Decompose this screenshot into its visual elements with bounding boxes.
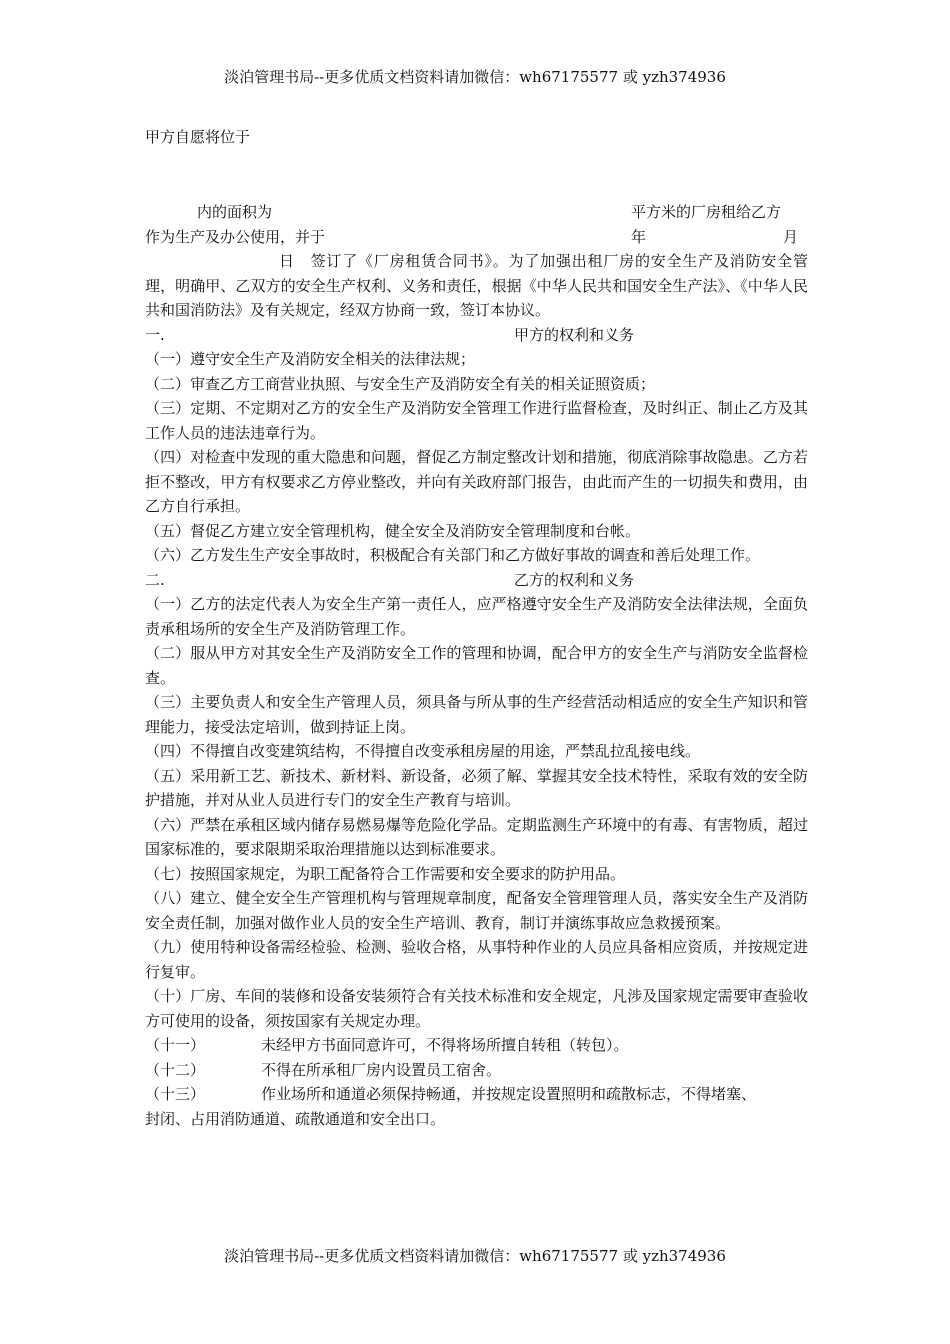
intro-month: 月: [783, 227, 799, 246]
section-2-number: 二.: [145, 570, 165, 589]
section-1-item: （六）乙方发生生产安全事故时，积极配合有关部门和乙方做好事故的调查和善后处理工作。: [145, 546, 761, 564]
section-2-numbered-item: [145, 1033, 808, 1058]
item-continuation: 封闭、占用消防通道、疏散通道和安全出口。: [145, 1109, 446, 1128]
section-2-item: （七）按照国家规定，为职工配备符合工作需要和安全要求的防护用品。: [145, 864, 626, 883]
section-2-item: （五）采用新工艺、新技术、新材料、新设备，必须了解、掌握其安全技术特性，采取有效的安全防护措施，并对从业人员进行专门的安全生产教育与培训。: [145, 766, 808, 809]
section-2-item: （三）主要负责人和安全生产管理人员，须具备与所从事的生产经营活动相适应的安全生产知识和管理能力，接受法定培训，做到持证上岗。: [145, 693, 808, 736]
intro-year: 年: [631, 227, 647, 246]
intro-area-label: 内的面积为: [197, 203, 273, 221]
section-1-item: （一）遵守安全生产及消防安全相关的法律法规；: [145, 350, 476, 368]
section-1-number: 一.: [145, 325, 165, 344]
opening-line: [145, 125, 808, 150]
section-2-item: （九）使用特种设备需经检验、检测、验收合格，从事特种作业的人员应具备相应资质，并按规定进行复审。: [145, 938, 808, 981]
section-2-heading: [145, 568, 808, 593]
section-1-title: 甲方的权利和义务: [514, 325, 635, 344]
section-1-heading: [145, 323, 808, 348]
section-2-item: （八）建立、健全安全生产管理机构与管理规章制度，配备安全管理管理人员，落实安全生产及消防安全责任制，加强对做作业人员的安全生产培训、教育，制订并演练事故应急救援预案。: [145, 889, 808, 932]
section-2-item: （一）乙方的法定代表人为安全生产第一责任人，应严格遵守安全生产及消防安全法律法规，全面负责承租场所的安全生产及消防管理工作。: [145, 595, 808, 638]
intro-line-2: [145, 225, 808, 250]
intro-paragraph: 日 签订了《厂房租赁合同书》。为了加强出租厂房的安全生产及消防安全管理，明确甲、乙双方的安全生产权利、义务和责任，根据《中华人民共和国安全生产法》、《中华人民共和国消防法》及有关规定，经双方协商一致，签订本协议。: [145, 252, 808, 319]
section-2-item: （六）严禁在承租区域内储存易燃易爆等危险化学品。定期监测生产环境中的有毒、有害物质，超过国家标准的，要求限期采取治理措施以达到标准要求。: [145, 815, 808, 858]
intro-date-label: 作为生产及办公使用，并于: [145, 227, 326, 246]
page-header: 淡泊管理书局--更多优质文档资料请加微信：wh67175577 或 yzh374936: [224, 68, 726, 86]
section-2-title: 乙方的权利和义务: [514, 570, 635, 589]
item-number: （十二）: [145, 1060, 206, 1079]
section-2-numbered-item: [145, 1058, 808, 1083]
section-2-numbered-item: [145, 1082, 808, 1107]
item-number: （十三）: [145, 1085, 206, 1103]
item-number: （十一）: [145, 1036, 206, 1054]
section-1-item: （四）对检查中发现的重大隐患和问题，督促乙方制定整改计划和措施，彻底消除事故隐患。乙方若拒不整改，甲方有权要求乙方停业整改，并向有关政府部门报告，由此而产生的一切损失和费用，由乙方自行承担。: [145, 448, 808, 515]
item-text: 不得在所承租厂房内设置员工宿舍。: [261, 1060, 502, 1079]
intro-line-1: [145, 200, 808, 225]
section-1-item: （五）督促乙方建立安全管理机构，健全安全及消防安全管理制度和台帐。: [145, 521, 641, 540]
document-body: [145, 200, 808, 1131]
section-2-item: （十）厂房、车间的装修和设备安装须符合有关技术标准和安全规定，凡涉及国家规定需要审查验收方可使用的设备，须按国家有关规定办理。: [145, 987, 808, 1030]
item-text: 作业场所和通道必须保持畅通，并按规定设置照明和疏散标志，不得堵塞、: [261, 1085, 757, 1103]
intro-opening: 甲方自愿将位于: [145, 128, 251, 146]
section-2-item: （四）不得擅自改变建筑结构，不得擅自改变承租房屋的用途，严禁乱拉乱接电线。: [145, 742, 701, 760]
section-2-item: （二）服从甲方对其安全生产及消防安全工作的管理和协调，配合甲方的安全生产与消防安全监督检查。: [145, 644, 808, 687]
item-text: 未经甲方书面同意许可，不得将场所擅自转租（转包）。: [261, 1036, 629, 1054]
page-footer: 淡泊管理书局--更多优质文档资料请加微信：wh67175577 或 yzh374936: [224, 1247, 726, 1265]
section-1-item: （三）定期、不定期对乙方的安全生产及消防安全管理工作进行监督检查，及时纠正、制止乙方及其工作人员的违法违章行为。: [145, 399, 808, 442]
section-1-item: （二）审查乙方工商营业执照、与安全生产及消防安全有关的相关证照资质；: [145, 374, 656, 393]
intro-area-unit: 平方米的厂房租给乙方: [631, 203, 782, 221]
